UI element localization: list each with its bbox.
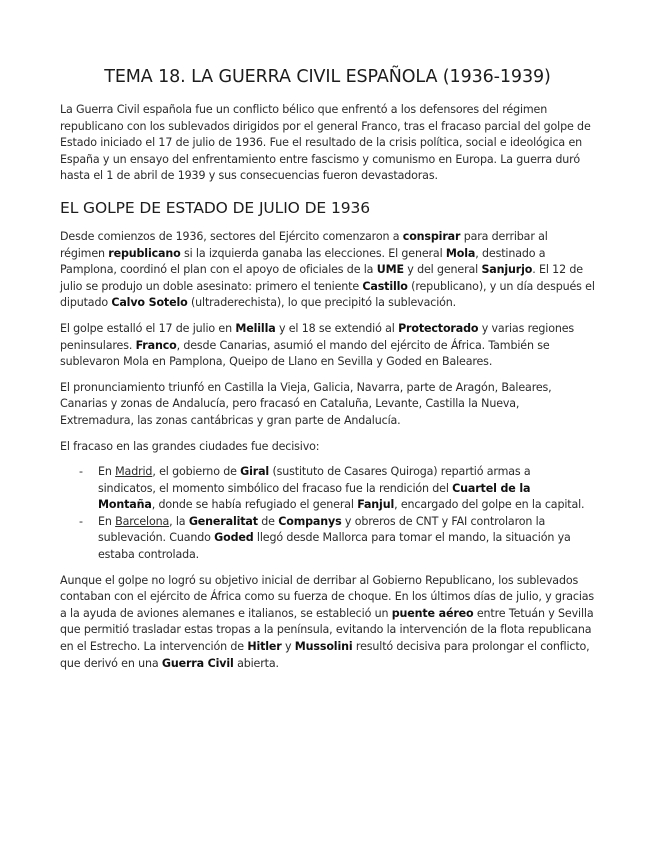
term-melilla: Melilla [235,321,276,335]
term-franco: Franco [135,338,177,352]
term-ume: UME [376,263,404,277]
term-mola: Mola [445,246,476,260]
paragraph-cities-intro: El fracaso en las grandes ciudades fue decisivo: [60,439,320,453]
term-calvo-sotelo: Calvo Sotelo [111,296,188,310]
section-heading-golpe: EL GOLPE DE ESTADO DE JULIO DE 1936 [60,198,370,217]
document-title: TEMA 18. LA GUERRA CIVIL ESPAÑOLA (1936-1939) [104,67,551,87]
bullet-dash: - [79,465,83,479]
term-companys: Companys [278,514,342,528]
term-hitler: Hitler [247,640,282,654]
cities-list [60,464,595,564]
term-cuartel-montana: Cuartel de la Montaña [98,481,531,512]
list-item-barcelona: - En Barcelona, la Generalitat de Companys y obreros de CNT y FAI controlaron la sublevación. Cuando Goded llegó desde Mallorca para tomar el mando, la situación ya estaba controlada. [79,514,571,562]
term-puente-aereo: puente aéreo [391,606,474,620]
term-barcelona: Barcelona [115,514,170,528]
term-conspirar: conspirar [402,229,461,243]
term-giral: Giral [240,465,270,479]
term-castillo: Castillo [362,279,408,293]
term-fanjul: Fanjul [357,498,395,512]
list-item-madrid: - En Madrid, el gobierno de Giral (sustituto de Casares Quiroga) repartió armas a sindicatos, el momento simbólico del fracaso fue la rendición del Cuartel de la Montaña, donde se había refugiado el general Fanjul, encargado del golpe en la capital. [79,465,585,512]
intro-paragraph: La Guerra Civil española fue un conflicto bélico que enfrentó a los defensores del régimen republicano con los sublevados dirigidos por el general Franco, tras el fracaso parcial del golpe de Estado iniciado el 17 de julio de 1936. Fue el resultado de la crisis política, social e ideológica en España y un ensayo del enfrentamiento entre fascismo y comunismo en Europa. La guerra duró hasta el 1 de abril de 1939 y sus consecuencias fueron devastadoras. [60,103,591,183]
term-protectorado: Protectorado [398,321,479,335]
term-guerra-civil: Guerra Civil [161,656,234,670]
term-republicano: republicano [108,246,181,260]
paragraph-regions: El pronunciamiento triunfó en Castilla la Vieja, Galicia, Navarra, parte de Aragón, Baleares, Canarias y zonas de Andalucía, pero fracasó en Cataluña, Levante, Castilla la Nueva, Extremadura, las zonas cantábricas y gran parte de Andalucía. [60,380,552,427]
term-mussolini: Mussolini [294,640,353,654]
paragraph-outbreak: El golpe estalló el 17 de julio en Melilla y el 18 se extendió al Protectorado y varias regiones peninsulares. Franco, desde Canarias, asumió el mando del ejército de África. También se sublevaron Mola en Pamplona, Queipo de Llano en Sevilla y Goded en Baleares. [60,321,575,369]
paragraph-conspiracy: Desde comienzos de 1936, sectores del Ejército comenzaron a conspirar para derribar al régimen republicano si la izquierda ganaba las elecciones. El general Mola, destinado a Pamplona, coordinó el plan con el apoyo de oficiales de la UME y del general Sanjurjo. El 12 de julio se produjo un doble asesinato: primero el teniente Castillo (republicano), y un día después el diputado Calvo Sotelo (ultraderechista), lo que precipitó la sublevación. [60,229,595,310]
term-sanjurjo: Sanjurjo [481,263,533,277]
term-generalitat: Generalitat [188,514,258,528]
bullet-dash: - [79,514,83,528]
term-madrid: Madrid [115,465,153,479]
paragraph-conclusion: Aunque el golpe no logró su objetivo inicial de derribar al Gobierno Republicano, los sublevados contaban con el ejército de África como su fuerza de choque. En los últimos días de julio, y gracias a la ayuda de aviones alemanes e italianos, se estableció un puente aéreo entre Tetuán y Sevilla que permitió trasladar estas tropas a la península, evitando la intervención de la flota republicana en el Estrecho. La intervención de Hitler y Mussolini resultó decisiva para prolongar el conflicto, que derivó en una Guerra Civil abierta. [60,573,595,670]
term-goded: Goded [214,531,254,545]
